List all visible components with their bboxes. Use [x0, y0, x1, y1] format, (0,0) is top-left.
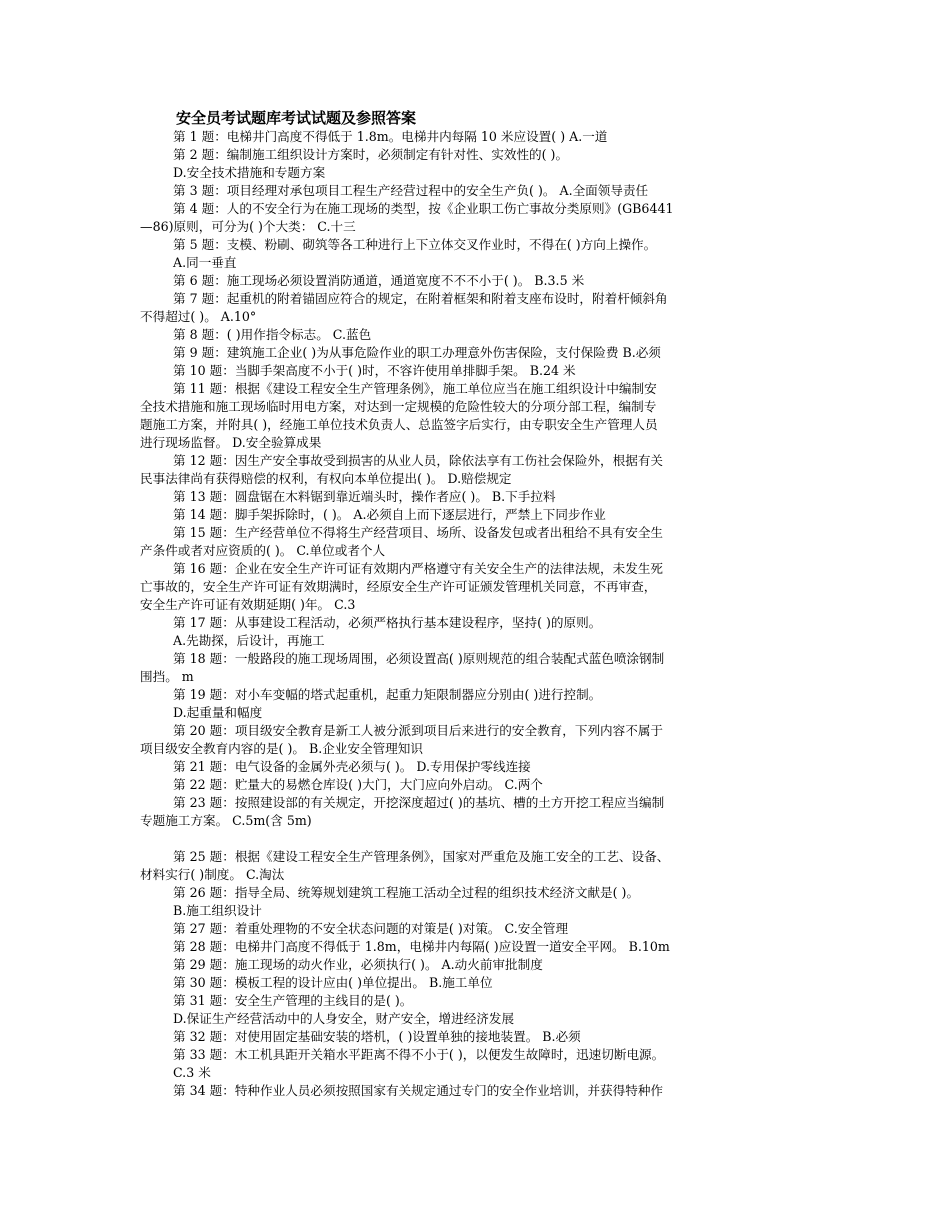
document-body — [140, 128, 812, 1100]
text-line: 第 8 题：( )用作指令标志。 C.蓝色 — [173, 327, 372, 342]
text-line: 全技术措施和施工现场临时用电方案，对达到一定规模的危险性较大的分项分部工程，编制专 — [140, 399, 657, 414]
text-line: D.起重量和幅度 — [173, 705, 263, 720]
text-line: 第 22 题：贮量大的易燃仓库设( )大门，大门应向外启动。 C.两个 — [173, 777, 543, 792]
text-line: 专题施工方案。 C.5m(含 5m) — [140, 813, 312, 828]
text-line: 亡事故的，安全生产许可证有效期满时，经原安全生产许可证颁发管理机关同意，不再审查， — [140, 579, 657, 594]
text-line: 题施工方案，并附具( )，经施工单位技术负责人、总监签字后实行，由专职安全生产管理人员 — [140, 417, 658, 432]
text-line: 第 26 题：指导全局、统筹规划建筑工程施工活动全过程的组织技术经济文献是( )。 — [173, 885, 640, 900]
text-line: 材料实行( )制度。 C.淘汰 — [140, 867, 285, 882]
text-line: 第 2 题：编制施工组织设计方案时，必须制定有针对性、实效性的( )。 — [173, 147, 569, 162]
text-line: 第 15 题：生产经营单位不得将生产经营项目、场所、设备发包或者出租给不具有安全生 — [173, 525, 664, 540]
text-line: 第 16 题：企业在安全生产许可证有效期内严格遵守有关安全生产的法律法规，未发生死 — [173, 561, 664, 576]
blank-line — [140, 830, 812, 848]
text-line: A.同一垂直 — [173, 255, 237, 270]
text-line: 第 21 题：电气设备的金属外壳必须与( )。 D.专用保护零线连接 — [173, 759, 531, 774]
text-line: 第 13 题：圆盘锯在木料锯到靠近端头时，操作者应( )。 B.下手拉料 — [173, 489, 556, 504]
text-line: 第 17 题：从事建设工程活动，必须严格执行基本建设程序，坚持( )的原则。 — [173, 615, 602, 630]
text-line: 第 10 题：当脚手架高度不小于( )时，不容许使用单排脚手架。 B.24 米 — [173, 363, 576, 378]
text-line: A.先勘探，后设计，再施工 — [173, 633, 325, 648]
text-line: 第 20 题：项目级安全教育是新工人被分派到项目后来进行的安全教育，下列内容不属于 — [173, 723, 664, 738]
document-title: 安全员考试题库考试试题及参照答案 — [176, 109, 417, 127]
text-line: 第 28 题：电梯井门高度不得低于 1.8m，电梯井内每隔( )应设置一道安全平网。 B.10m — [173, 939, 670, 954]
text-line: 第 7 题：起重机的附着锚固应符合的规定，在附着框架和附着支座布设时，附着杆倾斜角 — [173, 291, 668, 306]
text-line: D.保证生产经营活动中的人身安全，财产安全，增进经济发展 — [173, 1011, 515, 1026]
text-line: 民事法律尚有获得赔偿的权利，有权向本单位提出( )。 D.赔偿规定 — [140, 471, 512, 486]
text-line: 安全生产许可证有效期延期( )年。 C.3 — [140, 597, 356, 612]
text-line: B.施工组织设计 — [173, 903, 262, 918]
text-line: 第 6 题：施工现场必须设置消防通道，通道宽度不不不小于( )。 B.3.5 米 — [173, 273, 585, 288]
text-line: 围挡。 m — [140, 669, 194, 684]
text-line: —86)原则，可分为( )个大类： C.十三 — [140, 219, 356, 234]
text-line: 第 18 题：一般路段的施工现场周围，必须设置高( )原则规范的组合装配式蓝色喷涂钢制 — [173, 651, 665, 666]
text-line: 第 19 题：对小车变幅的塔式起重机，起重力矩限制器应分别由( )进行控制。 — [173, 687, 602, 702]
text-line: C.3 米 — [173, 1065, 211, 1080]
text-line: 第 29 题：施工现场的动火作业，必须执行( )。 A.动火前审批制度 — [173, 957, 543, 972]
text-line: 第 33 题：木工机具距开关箱水平距离不得不小于( )，以便发生故障时，迅速切断电源。 — [173, 1047, 665, 1062]
text-line: 第 12 题：因生产安全事故受到损害的从业人员，除依法享有工伤社会保险外，根据有关 — [173, 453, 664, 468]
text-line: 第 23 题：按照建设部的有关规定，开挖深度超过( )的基坑、槽的土方开挖工程应当编制 — [173, 795, 665, 810]
text-line: 第 34 题：特种作业人员必须按照国家有关规定通过专门的安全作业培训，并获得特种作 — [173, 1083, 664, 1098]
text-line: 第 30 题：模板工程的设计应由( )单位提出。 B.施工单位 — [173, 975, 493, 990]
text-line: D.安全技术措施和专题方案 — [173, 165, 326, 180]
text-line: 第 4 题：人的不安全行为在施工现场的类型，按《企业职工伤亡事故分类原则》(GB6441 — [173, 201, 674, 216]
text-line: 第 32 题：对使用固定基础安装的塔机，( )设置单独的接地装置。 B.必须 — [173, 1029, 581, 1044]
document-page — [140, 108, 812, 1100]
text-line: 第 31 题：安全生产管理的主线目的是( )。 — [173, 993, 413, 1008]
text-line: 不得超过( )。 A.10° — [140, 309, 257, 324]
text-line: 进行现场监督。 D.安全验算成果 — [140, 435, 322, 450]
text-line: 第 25 题：根据《建设工程安全生产管理条例》，国家对严重危及施工安全的工艺、设备、 — [173, 849, 670, 864]
text-line: 产条件或者对应资质的( )。 C.单位或者个人 — [140, 543, 386, 558]
text-line: 第 1 题：电梯井门高度不得低于 1.8m。电梯井内每隔 10 米应设置( ) A.一道 — [173, 129, 608, 144]
text-line: 第 11 题：根据《建设工程安全生产管理条例》，施工单位应当在施工组织设计中编制安 — [173, 381, 657, 396]
text-line: 第 27 题：着重处理物的不安全状态问题的对策是( )对策。 C.安全管理 — [173, 921, 569, 936]
text-line: 第 5 题：支模、粉刷、砌筑等各工种进行上下立体交叉作业时，不得在( )方向上操作。 — [173, 237, 657, 252]
text-line: 项目级安全教育内容的是( )。 B.企业安全管理知识 — [140, 741, 423, 756]
text-line: 第 3 题：项目经理对承包项目工程生产经营过程中的安全生产负( )。 A.全面领导责任 — [173, 183, 649, 198]
text-line: 第 14 题：脚手架拆除时，( )。 A.必须自上而下逐层进行，严禁上下同步作业 — [173, 507, 606, 522]
text-line: 第 9 题：建筑施工企业( )为从事危险作业的职工办理意外伤害保险，支付保险费 B.必须 — [173, 345, 661, 360]
